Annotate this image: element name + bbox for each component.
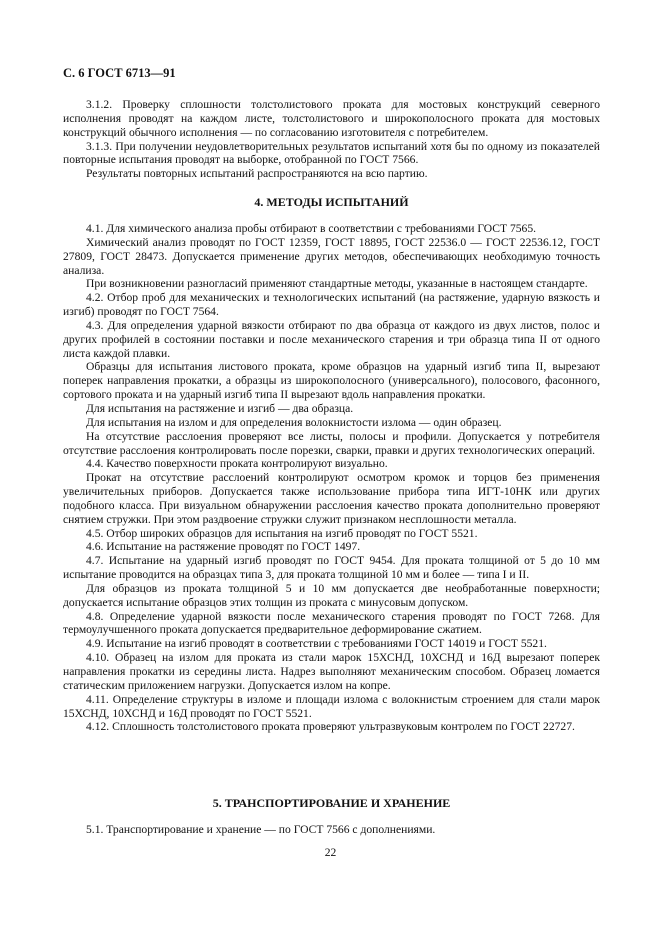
paragraph: При возникновении разногласий применяют стандартные методы, указанные в настоящем стандарте. <box>86 277 588 291</box>
paragraph: Для образцов из проката толщиной 5 и 10 мм допускается две необработанные поверхности; допускается испытание образцов этих толщин из проката с минусовым допуском. <box>63 581 600 609</box>
intro-section <box>63 98 600 181</box>
paragraph: 4.2. Отбор проб для механических и технологических испытаний (на растяжение, ударную вязкость и изгиб) проводят по ГОСТ 7564. <box>63 291 600 319</box>
paragraph: 4.1. Для химического анализа пробы отбирают в соответствии с требованиями ГОСТ 7565. <box>86 222 537 235</box>
section-5-body <box>63 823 600 837</box>
paragraph: Для испытания на растяжение и изгиб — два образца. <box>86 401 354 415</box>
paragraph: 4.6. Испытание на растяжение проводят по ГОСТ 1497. <box>86 540 361 554</box>
section-heading: 5. ТРАНСПОРТИРОВАНИЕ И ХРАНЕНИЕ <box>212 796 451 810</box>
page-number: 22 <box>324 846 337 859</box>
paragraph: 4.4. Качество поверхности проката контролируют визуально. <box>86 457 388 471</box>
paragraph: На отсутствие расслоения проверяют все листы, полосы и профили. Допускается у потребителя отсутствие расслоения контролировать после порезки, сварки, правки и других технологических операций. <box>63 429 600 457</box>
section-4-body <box>63 222 600 734</box>
paragraph: Химический анализ проводят по ГОСТ 12359, ГОСТ 18895, ГОСТ 22536.0 — ГОСТ 22536.12, ГОСТ 27809, ГОСТ 28473. Допускается применение других методов, обеспечивающих необходимую точность анализа. <box>63 235 600 277</box>
paragraph: Результаты повторных испытаний распространяются на всю партию. <box>86 167 428 181</box>
paragraph: 4.8. Определение ударной вязкости после механического старения проводят по ГОСТ 7268. Для термоулучшенного проката допускается предварительное деформирование сжатием. <box>63 609 600 637</box>
page-header: С. 6 ГОСТ 6713—91 <box>63 66 176 80</box>
paragraph: 4.9. Испытание на изгиб проводят в соответствии с требованиями ГОСТ 14019 и ГОСТ 5521. <box>86 637 547 651</box>
paragraph: 4.3. Для определения ударной вязкости отбирают по два образца от каждого из двух листов, полос и других профилей в состоянии поставки и после механического старения и три образца типа II от одного листа каждой плавки. <box>63 318 600 360</box>
section-4-title <box>63 195 600 210</box>
paragraph: 4.7. Испытание на ударный изгиб проводят по ГОСТ 9454. Для проката толщиной от 5 до 10 мм испытание проводится на образцах типа 3, для проката толщиной 10 мм и более — типа I и II. <box>63 554 600 582</box>
paragraph: Образцы для испытания листового проката, кроме образцов на ударный изгиб типа II, вырезают поперек направления прокатки, а образцы из широкополосного (универсального), полосового, фасонного, сортового проката и на ударный изгиб типа II вырезают вдоль направления прокатки. <box>63 360 600 402</box>
paragraph: 3.1.2. Проверку сплошности толстолистового проката для мостовых конструкций северного исполнения проводят на каждом листе, толстолистового и широкополосного проката для мостовых конструкций обычного исполнения — по согласованию изготовителя с потребителем. <box>63 98 600 139</box>
paragraph: 4.5. Отбор широких образцов для испытания на изгиб проводят по ГОСТ 5521. <box>86 526 478 540</box>
paragraph: 4.12. Сплошность толстолистового проката проверяют ультразвуковым контролем по ГОСТ 22727. <box>86 720 575 734</box>
paragraph: Для испытания на излом и для определения волокнистости излома — один образец. <box>86 415 502 429</box>
section-heading: 4. МЕТОДЫ ИСПЫТАНИЙ <box>254 195 409 209</box>
paragraph: Прокат на отсутствие расслоений контролируют осмотром кромок и торцов без применения увеличительных приборов. Допускается также использование прибора типа ИГТ-10НК или других подобного класса. При визуальном обнаружении расслоения качество проката дополнительно проверяют снятием стружки. При этом раздвоение стружки служит признаком несплошности металла. <box>63 471 600 526</box>
paragraph: 4.11. Определение структуры в изломе и площади излома с волокнистым строением для стали марок 15ХСНД, 10ХСНД и 16Д проводят по ГОСТ 5521. <box>63 692 600 720</box>
paragraph: 5.1. Транспортирование и хранение — по ГОСТ 7566 с дополнениями. <box>86 823 436 836</box>
paragraph: 3.1.3. При получении неудовлетворительных результатов испытаний хотя бы по одному из показателей повторные испытания проводят на выборке, отобранной по ГОСТ 7566. <box>63 139 600 167</box>
paragraph: 4.10. Образец на излом для проката из стали марок 15ХСНД, 10ХСНД и 16Д вырезают поперек направления прокатки из середины листа. Надрез выполняют механическим способом. Образец ломается статическим приложением нагрузки. Допускается излом на копре. <box>63 651 600 692</box>
section-5-title <box>63 796 600 811</box>
